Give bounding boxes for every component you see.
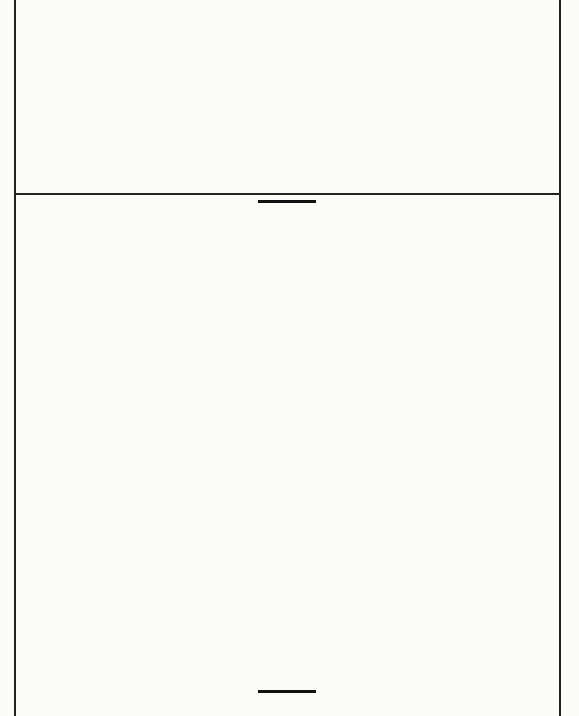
short-rule-bottom [258,690,316,693]
header-divider [14,193,561,195]
short-rule-top [258,200,316,203]
column-rule-right [559,0,561,716]
header-ornament-box [22,2,557,190]
dot-border-icon [22,2,557,190]
column-rule-left [14,0,16,716]
